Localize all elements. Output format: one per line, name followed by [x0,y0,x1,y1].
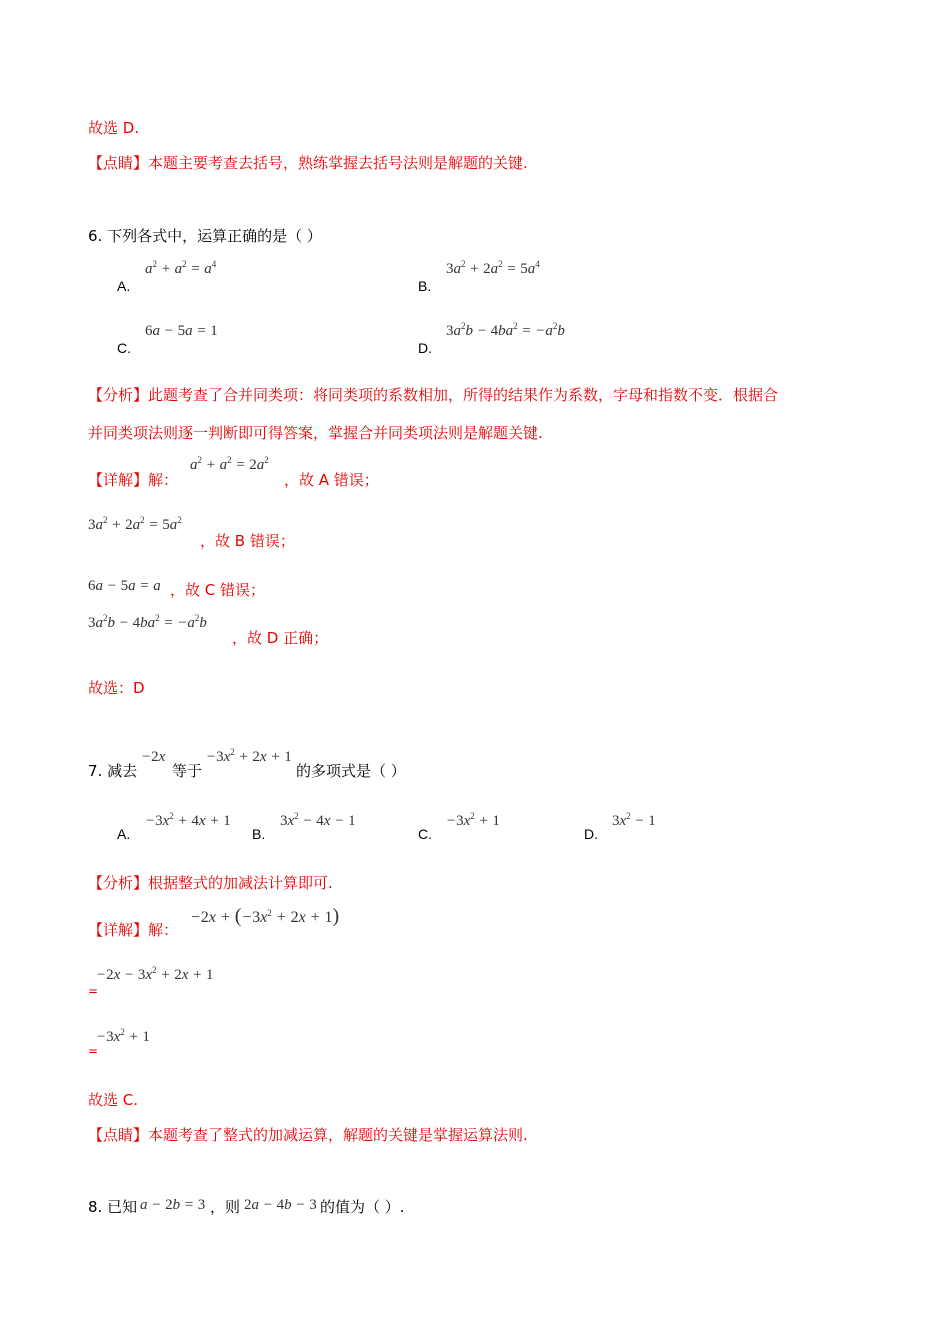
q6-analysis-line2: 并同类项法则逐一判断即可得答案，掌握合并同类项法则是解题关键. [88,424,543,442]
q8-stem-prefix: 8. 已知 [88,1198,138,1216]
q7-eq-sign-1: = [88,984,99,998]
q8-stem-mid: ，则 [210,1198,241,1216]
q6-step-c-expr: 6a − 5a = a [88,578,161,594]
q8-stem-suffix: 的值为（ ）. [320,1198,405,1216]
q7-step2-expr: $-3x^2 + 1$ [96,1027,150,1045]
q6-option-a-label: A. [117,278,131,294]
q6-option-c-expr: 6a − 5a = 1 [145,323,218,339]
q7-eq-sign-2: = [88,1044,99,1058]
q7-conclusion: 故选 C. [88,1091,139,1109]
q7-detail-prefix: 【详解】解： [88,921,179,939]
prev-conclusion: 故选 D. [88,119,140,137]
q7-stem-suffix: 的多项式是（ ） [296,762,406,780]
q7-option-d-expr: $3x^2 - 1$ [612,811,656,829]
q6-step-a-expr: $a^2 + a^2 = 2a^2$ [190,455,269,473]
q6-step-a-note: ，故 A 错误； [284,471,379,489]
q7-stem-expr2: $-3x^2 + 2x + 1$ [206,747,292,765]
q7-stem-expr1: −2x [141,749,166,765]
q6-option-a-expr: $a^2 + a^2 = a^4$ [145,259,217,277]
q7-option-a-expr: $-3x^2 + 4x + 1$ [145,811,231,829]
q6-option-b-label: B. [418,278,432,294]
q6-option-c-label: C. [117,340,131,356]
q6-step-d-expr: $3a^2b - 4ba^2 = -a^2b$ [88,613,207,631]
q6-step-c-note: ，故 C 错误； [170,581,266,599]
q6-step-b-expr: $3a^2 + 2a^2 = 5a^2$ [88,515,182,533]
q8-stem-expr1: a − 2b = 3 [140,1197,206,1213]
q7-option-d-label: D. [584,826,598,842]
q7-step1-expr: $-2x - 3x^2 + 2x + 1$ [96,965,214,983]
q7-option-c-expr: $-3x^2 + 1$ [446,811,500,829]
q7-option-b-label: B. [252,826,266,842]
q8-stem-expr2: 2a − 4b − 3 [244,1197,317,1213]
q6-option-b-expr: $3a^2 + 2a^2 = 5a^4$ [446,259,540,277]
q7-analysis: 【分析】根据整式的加减法计算即可. [88,874,333,892]
q6-step-d-note: ，故 D 正确； [232,629,329,647]
q7-option-c-label: C. [418,826,432,842]
q6-option-d-expr: $3a^2b - 4ba^2 = -a^2b$ [446,321,565,339]
q6-step-b-note: ，故 B 错误； [200,532,295,550]
q6-option-d-label: D. [418,340,432,356]
q7-option-a-label: A. [117,826,131,842]
q6-analysis-line1: 【分析】此题考查了合并同类项：将同类项的系数相加，所得的结果作为系数，字母和指数不变．根据合 [88,386,779,404]
q6-stem: 6. 下列各式中，运算正确的是（ ） [88,227,322,245]
q7-option-b-expr: $3x^2 - 4x - 1$ [280,811,356,829]
q7-stem-mid: 等于 [172,762,203,780]
q6-detail-prefix: 【详解】解： [88,471,179,489]
q7-detail-expr: $-2x + (-3x^2 + 2x + 1)$ [190,905,340,927]
q7-comment: 【点睛】本题考查了整式的加减运算，解题的关键是掌握运算法则. [88,1126,528,1144]
q7-stem-prefix: 7. 减去 [88,762,138,780]
prev-comment: 【点睛】本题主要考查去括号，熟练掌握去括号法则是解题的关键. [88,154,528,172]
q6-conclusion: 故选：D [88,679,145,697]
